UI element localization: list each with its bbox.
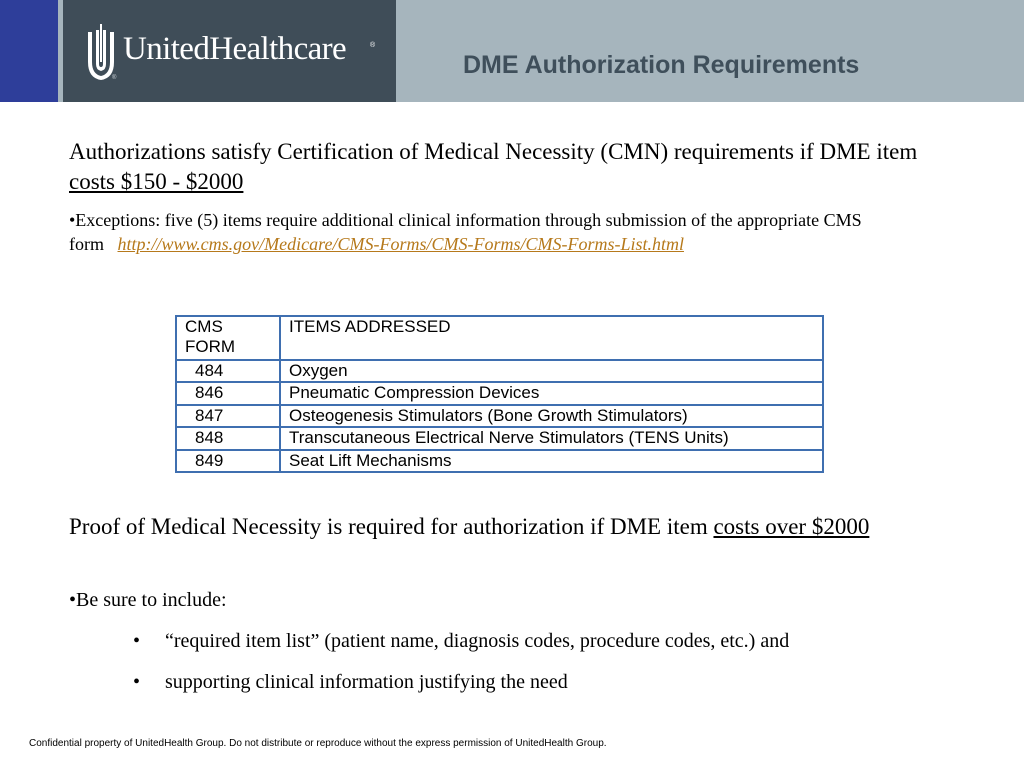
table-header-row (176, 316, 823, 360)
cost-range-underlined: costs $150 - $2000 (69, 169, 244, 194)
list-item (133, 670, 568, 694)
proof-necessity-paragraph (69, 512, 959, 542)
cms-forms-table (175, 315, 824, 473)
bullet-text: “required item list” (patient name, diagnosis codes, procedure codes, etc.) and (165, 630, 790, 652)
confidentiality-footer: Confidential property of UnitedHealth Group. Do not distribute or reproduce without the express permission of UnitedHealth Group. (29, 738, 607, 749)
unitedhealthcare-logo-icon (86, 22, 116, 82)
brand-registered-mark: ® (370, 42, 376, 49)
form-number-cell: 847 (176, 405, 280, 427)
form-number-cell: 849 (176, 450, 280, 472)
table-row (176, 360, 823, 382)
table-row (176, 427, 823, 449)
exceptions-paragraph (69, 208, 949, 256)
header-accent-bar (0, 0, 58, 102)
brand-wordmark: UnitedHealthcare (123, 31, 347, 67)
form-number-cell: 846 (176, 382, 280, 404)
slide-title: DME Authorization Requirements (463, 51, 860, 79)
item-cell: Seat Lift Mechanisms (280, 450, 823, 472)
cmn-requirement-text: Authorizations satisfy Certification of Medical Necessity (CMN) requirements if DME item (69, 139, 918, 164)
include-label: •Be sure to include: (69, 589, 227, 611)
item-cell: Oxygen (280, 360, 823, 382)
bullet-dot-icon: • (133, 671, 141, 693)
form-number-cell: 484 (176, 360, 280, 382)
exceptions-text: •Exceptions: five (5) items require additional clinical information through submission of the appropriate CMS form (69, 210, 862, 254)
header-band (0, 0, 1024, 102)
table-row (176, 405, 823, 427)
cmn-requirement-paragraph (69, 137, 959, 197)
logo-registered-mark: ® (112, 75, 117, 81)
item-cell: Transcutaneous Electrical Nerve Stimulators (TENS Units) (280, 427, 823, 449)
table-row (176, 382, 823, 404)
bullet-dot-icon: • (133, 630, 141, 652)
cost-over-underlined: costs over $2000 (713, 514, 870, 539)
cms-forms-link[interactable]: http://www.cms.gov/Medicare/CMS-Forms/CMS-Forms/CMS-Forms-List.html (117, 234, 684, 254)
bullet-text: supporting clinical information justifying the need (165, 671, 568, 693)
proof-necessity-text: Proof of Medical Necessity is required for authorization if DME item (69, 514, 714, 539)
item-cell: Osteogenesis Stimulators (Bone Growth Stimulators) (280, 405, 823, 427)
table-row (176, 450, 823, 472)
item-cell: Pneumatic Compression Devices (280, 382, 823, 404)
table-header-cms-form: CMS FORM (176, 316, 280, 360)
list-item (133, 629, 789, 653)
form-number-cell: 848 (176, 427, 280, 449)
table-header-items: ITEMS ADDRESSED (280, 316, 823, 360)
